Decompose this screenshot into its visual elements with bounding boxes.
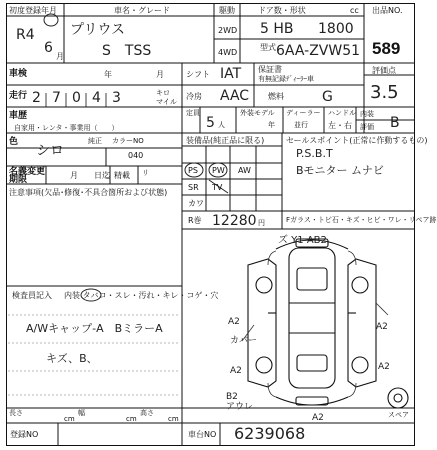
shift-value: IAT	[220, 66, 242, 82]
spare-label: スペア	[388, 411, 409, 419]
diagram-note-left-2: カバー	[230, 336, 258, 346]
capacity-unit: 人	[218, 121, 225, 129]
name-change-month: 月	[70, 171, 78, 180]
sales-point-2: Bモニター ムナビ	[296, 164, 384, 177]
diagram-note-left-1: A2	[228, 317, 240, 327]
score-value: 3.5	[370, 82, 399, 103]
sales-point-1: P.S.B.T	[296, 147, 333, 160]
handle-label: ハンドル	[328, 109, 356, 117]
equip-sr: SR	[188, 183, 199, 192]
width-unit: cm	[126, 415, 137, 423]
mileage-digit-5: 3	[112, 90, 121, 106]
equip-ps: PS	[188, 166, 198, 175]
registration-no-label: 登録NO	[10, 430, 39, 439]
diagram-note-right-2: A2	[378, 362, 390, 372]
recycle-sub: リ	[142, 169, 149, 177]
exterior-model-label: 外装モデル	[240, 109, 275, 117]
first-registration-month: 6	[44, 40, 53, 56]
genuine-label: 純正	[88, 137, 102, 145]
dealer-label: ディーラー	[286, 109, 321, 117]
shaken-year-unit: 年	[104, 70, 112, 79]
length-unit: cm	[64, 415, 75, 423]
fuel-label: 燃料	[268, 92, 284, 101]
diagram-note-right-1: A2	[376, 322, 388, 332]
cc-value: 1800	[318, 21, 354, 37]
warranty-sub: 有無記録ﾃﾞｨｰﾗｰ車	[258, 75, 314, 83]
width-label: 幅	[78, 409, 85, 417]
inspector-label: 検査員記入	[12, 291, 52, 300]
ac-value: AAC	[220, 88, 250, 104]
remark-line-2: キズ、B、	[46, 352, 98, 365]
drive-2wd: 2WD	[218, 26, 238, 35]
height-label: 高さ	[140, 409, 154, 417]
lot-number: 589	[372, 39, 401, 58]
dealer-sub: 並行	[294, 121, 308, 129]
auction-inspection-sheet	[6, 3, 437, 446]
ac-label: 冷房	[186, 92, 202, 101]
equip-leather: カワ	[188, 199, 204, 208]
name-change-sub: 期限	[9, 175, 28, 185]
color-label: 色	[9, 137, 19, 147]
mileage-digit-3: 0	[72, 90, 81, 106]
model-name-value: プリウス	[70, 22, 126, 38]
color-no-label: カラーNO	[112, 137, 144, 145]
diagram-note-top: ズ Y1 AB2	[278, 235, 327, 246]
name-change-day: 日迄	[94, 171, 110, 180]
month-unit: 月	[56, 52, 64, 61]
mile-unit: マイル	[156, 98, 177, 106]
chassis-no-value: 6239068	[234, 424, 306, 443]
name-change-label: 名義変更	[9, 167, 46, 177]
handle-value: 左・右	[328, 121, 352, 130]
history-label: 車歴	[9, 111, 28, 121]
fuel-value: G	[322, 89, 333, 105]
model-code-value: 6AA-ZVW51	[276, 43, 361, 59]
equip-pw: PW	[212, 166, 225, 175]
shift-label: シフト	[186, 70, 210, 79]
grade-value: S TSS	[102, 43, 152, 59]
mileage-label: 走行	[9, 91, 28, 101]
interior-score: B	[390, 115, 400, 131]
shaken-month-unit: 月	[156, 70, 164, 79]
equip-tv: TV	[212, 183, 223, 192]
diagram-note-left-3: A2	[230, 366, 242, 376]
diagram-note-bottom-1: B2	[226, 392, 238, 402]
diagram-note-bottom-mid: A2	[312, 413, 324, 423]
color-no-value: 040	[128, 151, 144, 160]
interior-checks: 内装 タバコ・スレ・汚れ・キレ・コゲ・穴	[64, 291, 219, 300]
mileage-digit-4: 4	[92, 90, 101, 106]
interior-sub: 評価	[360, 123, 374, 131]
chassis-no-label: 車台NO	[188, 430, 217, 439]
mileage-digit-1: 2	[32, 90, 41, 106]
notes-label: 注意事項(欠品･修復･不具合箇所および状態)	[9, 188, 168, 197]
first-registration-label: 初度登録年月	[9, 6, 57, 15]
equipment-title: 装備品(純正品に限る)	[186, 136, 265, 145]
drive-4wd: 4WD	[218, 48, 238, 57]
color-value: シロ	[36, 143, 64, 159]
exterior-model-sub: 年	[268, 121, 275, 129]
shaken-label: 車検	[9, 69, 28, 79]
height-unit: cm	[168, 415, 179, 423]
remark-line-1: A/Wキャップ-A BミラーA	[26, 322, 163, 335]
history-sub: 自家用・レンタ・事業用（ ）	[14, 124, 119, 132]
sales-points-title: セールスポイント(正常に作動するもの)	[286, 136, 428, 145]
interior-label: 内装	[360, 110, 374, 118]
recycle-label: 精載	[114, 171, 130, 180]
equip-aw: AW	[238, 166, 251, 175]
doors-shape-value: 5 HB	[260, 21, 294, 37]
score-label: 評価点	[372, 66, 396, 75]
doors-shape-label: ドア数・形状	[258, 6, 306, 15]
form-grid	[6, 3, 416, 446]
glass-line: Fガラス・トビ石・キズ・ヒビ・ワレ・リペア跡	[286, 216, 437, 224]
cc-unit: cc	[350, 6, 359, 15]
km-unit: キロ	[156, 89, 170, 97]
model-code-label: 型式	[260, 43, 276, 52]
model-grade-label: 車名・グレード	[114, 6, 170, 15]
drive-label: 駆動	[219, 6, 235, 15]
length-label: 長さ	[9, 409, 23, 417]
first-registration-value: R4	[16, 27, 35, 43]
mileage-digit-2: 7	[52, 90, 61, 106]
diagram-note-bottom-2: アウレ	[226, 402, 254, 412]
warranty-label: 保証書	[258, 65, 282, 74]
lot-label: 出品NO.	[372, 6, 403, 15]
r-unit: 円	[258, 219, 265, 227]
r-value: 12280	[212, 213, 257, 229]
capacity-label: 定員	[186, 109, 200, 117]
r-label: R巻	[188, 216, 202, 225]
capacity-value: 5	[206, 115, 215, 131]
